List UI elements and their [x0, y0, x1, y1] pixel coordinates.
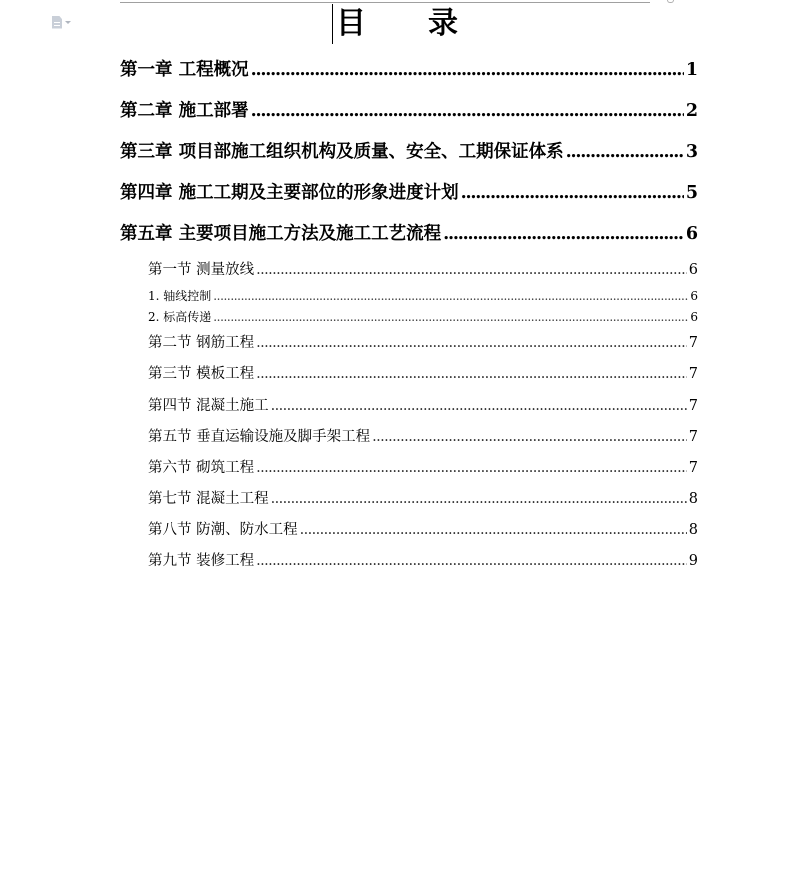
dot-leader — [256, 553, 687, 568]
toc-section-1[interactable] — [148, 258, 698, 278]
chevron-down-icon — [65, 21, 71, 24]
toc-page-number: 8 — [688, 522, 698, 538]
dot-leader — [256, 460, 687, 475]
toc-label: 1. 轴线控制 — [148, 289, 212, 303]
dot-leader — [213, 289, 688, 301]
toc-label: 第六节 砌筑工程 — [148, 460, 255, 476]
toc-page-number: 6 — [685, 224, 698, 244]
page-glyph — [52, 16, 62, 29]
dot-leader — [256, 262, 687, 277]
toc-section-8[interactable] — [148, 518, 698, 538]
toc-page-number: 1 — [685, 60, 698, 80]
toc-chapter-3[interactable] — [120, 138, 698, 160]
toc-page-number: 9 — [688, 553, 698, 569]
toc-section-7[interactable] — [148, 487, 698, 507]
text-cursor — [332, 4, 333, 44]
toc-section-5[interactable] — [148, 425, 698, 445]
toc-label: 第三章 项目部施工组织机构及质量、安全、工期保证体系 — [120, 142, 564, 162]
toc-chapter-5[interactable] — [120, 220, 698, 242]
toc-section-4[interactable] — [148, 394, 698, 414]
header-rule — [120, 2, 650, 3]
toc-label: 第一章 工程概况 — [120, 60, 249, 80]
toc-label: 第九节 装修工程 — [148, 553, 255, 569]
dot-leader — [271, 491, 687, 506]
dot-leader — [251, 101, 684, 119]
document-icon[interactable] — [52, 13, 82, 31]
toc-page-number: 7 — [688, 460, 698, 476]
toc-section-2[interactable] — [148, 331, 698, 351]
margin-corner-mark — [667, 0, 674, 3]
dot-leader — [256, 335, 687, 350]
toc-page-number: 6 — [690, 289, 698, 303]
toc-label: 第四节 混凝土施工 — [148, 398, 269, 414]
toc-page-number: 7 — [688, 366, 698, 382]
toc-chapter-2[interactable] — [120, 97, 698, 119]
dot-leader — [300, 522, 687, 537]
dot-leader — [372, 429, 687, 444]
dot-leader — [251, 60, 684, 78]
dot-leader — [443, 224, 684, 242]
toc-subsection-2[interactable] — [148, 308, 698, 324]
toc-page-number: 7 — [688, 398, 698, 414]
title-right-char: 录 — [428, 6, 458, 41]
toc-label: 第一节 测量放线 — [148, 262, 255, 278]
toc-page-number: 6 — [690, 310, 698, 324]
toc-section-6[interactable] — [148, 456, 698, 476]
toc-label: 第五节 垂直运输设施及脚手架工程 — [148, 429, 371, 445]
toc-chapter-4[interactable] — [120, 179, 698, 201]
toc-label: 第二章 施工部署 — [120, 101, 249, 121]
toc-page-number: 8 — [688, 491, 698, 507]
toc-page-number: 3 — [685, 142, 698, 162]
toc-label: 第二节 钢筋工程 — [148, 335, 255, 351]
dot-leader — [461, 183, 684, 201]
toc-page-number: 6 — [688, 262, 698, 278]
dot-leader — [271, 398, 687, 413]
dot-leader — [213, 310, 688, 322]
toc-section-3[interactable] — [148, 362, 698, 382]
toc-page-number: 7 — [688, 335, 698, 351]
toc-label: 第七节 混凝土工程 — [148, 491, 269, 507]
toc-page-number: 7 — [688, 429, 698, 445]
toc-subsection-1[interactable] — [148, 287, 698, 303]
dot-leader — [566, 142, 684, 160]
toc-label: 第五章 主要项目施工方法及施工工艺流程 — [120, 224, 442, 244]
toc-section-9[interactable] — [148, 549, 698, 569]
toc-label: 第八节 防潮、防水工程 — [148, 522, 298, 538]
title-left-char: 目 — [336, 6, 366, 41]
toc-label: 2. 标高传递 — [148, 310, 212, 324]
toc-label: 第三节 模板工程 — [148, 366, 255, 382]
toc-page-number: 2 — [685, 101, 698, 121]
toc-label: 第四章 施工工期及主要部位的形象进度计划 — [120, 183, 459, 203]
toc-page-number: 5 — [685, 183, 698, 203]
page-title — [332, 4, 458, 44]
dot-leader — [256, 366, 687, 381]
toc-chapter-1[interactable] — [120, 56, 698, 78]
